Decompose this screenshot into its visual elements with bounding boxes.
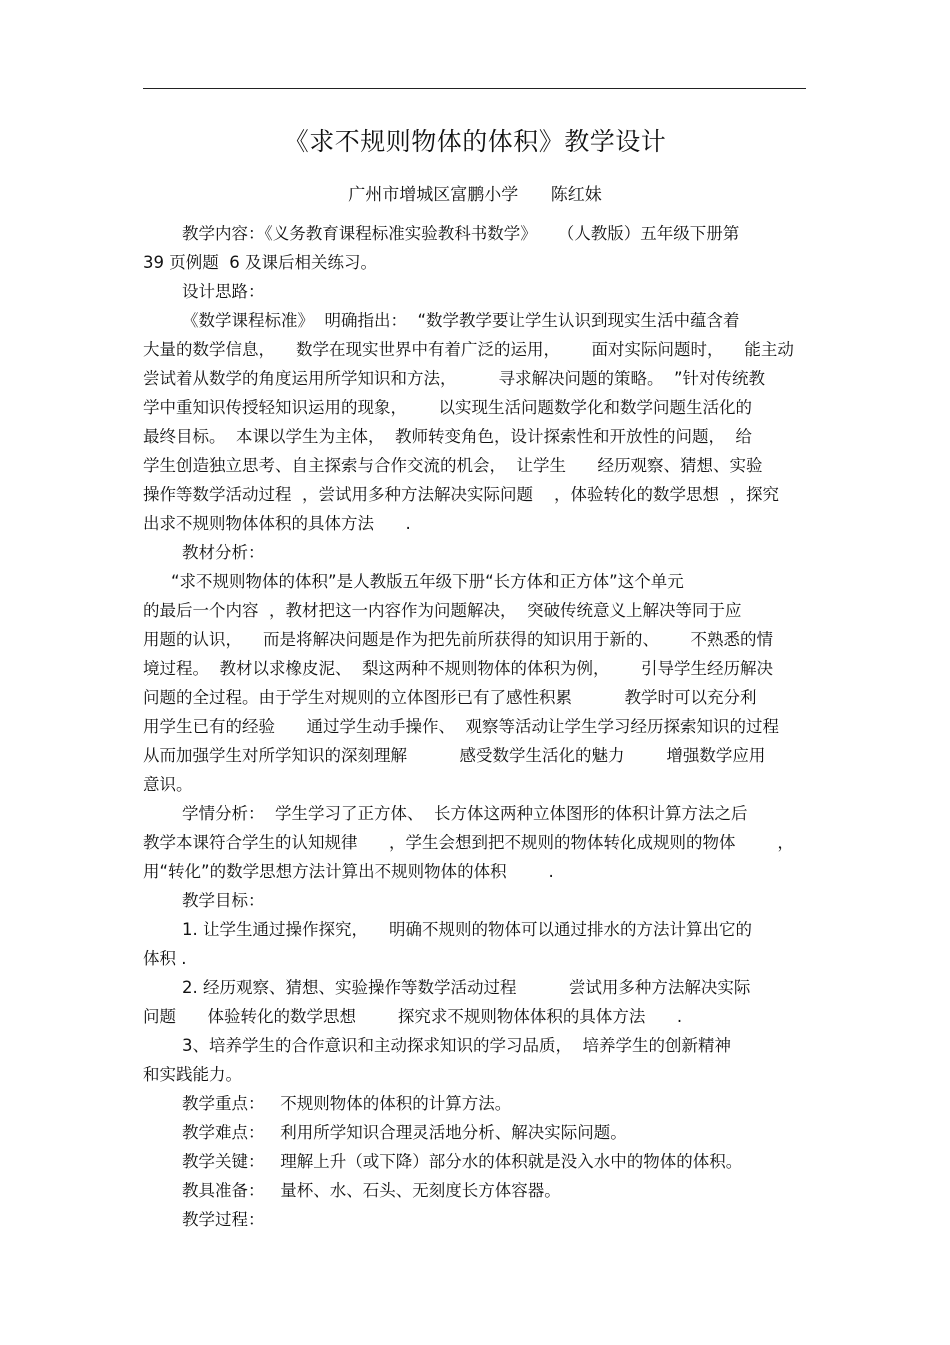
- text-line: 问题的全过程。由于学生对规则的立体图形已有了感性积累 教学时可以充分利: [143, 688, 757, 707]
- text-line: 教学内容：《义务教育课程标准实验教科书数学》 （人教版）五年级下册第: [182, 224, 740, 243]
- list-item: 2. 经历观察、猜想、实验操作等数学活动过程 尝试用多种方法解决实际: [182, 978, 751, 997]
- text-line: 教学关键： 理解上升（或下降）部分水的体积就是没入水中的物体的体积。: [182, 1152, 743, 1171]
- text-line: 教学本课符合学生的认知规律 ，学生会想到把不规则的物体转化成规则的物体 ，: [143, 833, 794, 852]
- text-line: 出求不规则物体体积的具体方法 .: [143, 514, 411, 533]
- text-line: 教学重点： 不规则物体的体积的计算方法。: [182, 1094, 512, 1113]
- document-body: [143, 219, 813, 1234]
- author-line: 广州市增城区富鹏小学 陈红妹: [348, 185, 602, 205]
- text-line: 最终目标。 本课以学生为主体， 教师转变角色，设计探索性和开放性的问题， 给: [143, 427, 752, 446]
- text-line: 问题 体验转化的数学思想 探究求不规则物体体积的具体方法 .: [143, 1007, 683, 1026]
- text-line: 用题的认识， 而是将解决问题是作为把先前所获得的知识用于新的、 不熟悉的情: [143, 630, 773, 649]
- text-line: 学生创造独立思考、自主探索与合作交流的机会， 让学生 经历观察、猜想、实验: [143, 456, 763, 475]
- text-line: 体积 .: [143, 949, 187, 968]
- text-line: 学中重知识传授轻知识运用的现象， 以实现生活问题数学化和数学问题生活化的: [143, 398, 752, 417]
- text-line: “求不规则物体的体积”是人教版五年级下册“长方体和正方体”这个单元: [171, 572, 684, 591]
- text-line: 学情分析： 学生学习了正方体、 长方体这两种立体图形的体积计算方法之后: [182, 804, 748, 823]
- text-line: 和实践能力。: [143, 1065, 242, 1084]
- text-line: 教具准备： 量杯、水、石头、无刻度长方体容器。: [182, 1181, 561, 1200]
- text-line: 《数学课程标准》 明确指出： “数学教学要让学生认识到现实生活中蕴含着: [182, 311, 740, 330]
- text-line: 从而加强学生对所学知识的深刻理解 感受数学生活化的魅力 增强数学应用: [143, 746, 766, 765]
- text-line: 用学生已有的经验 通过学生动手操作、 观察等活动让学生学习经历探索知识的过程: [143, 717, 779, 736]
- section-heading: 教学目标：: [182, 891, 265, 910]
- section-heading: 设计思路：: [182, 282, 265, 301]
- page-title: 《求不规则物体的体积》教学设计: [283, 127, 667, 156]
- text-line: 境过程。 教材以求橡皮泥、 梨这两种不规则物体的体积为例， 引导学生经历解决: [143, 659, 773, 678]
- text-line: 意识。: [143, 775, 193, 794]
- section-heading: 教学过程：: [182, 1210, 265, 1229]
- text-line: 大量的数学信息， 数学在现实世界中有着广泛的运用， 面对实际问题时， 能主动: [143, 340, 794, 359]
- text-line: 用“转化”的数学思想方法计算出不规则物体的体积 .: [143, 862, 554, 881]
- text-line: 的最后一个内容 ，教材把这一内容作为问题解决， 突破传统意义上解决等同于应: [143, 601, 742, 620]
- text-line: 尝试着从数学的角度运用所学知识和方法， 寻求解决问题的策略。 ”针对传统教: [143, 369, 765, 388]
- text-line: 39 页例题 6 及课后相关练习。: [143, 253, 377, 272]
- text-line: 教学难点： 利用所学知识合理灵活地分析、解决实际问题。: [182, 1123, 627, 1142]
- header-rule: [143, 88, 806, 89]
- text-line: 操作等数学活动过程 ，尝试用多种方法解决实际问题 ，体验转化的数学思想 ，探究: [143, 485, 779, 504]
- list-item: 1. 让学生通过操作探究， 明确不规则的物体可以通过排水的方法计算出它的: [182, 920, 752, 939]
- list-item: 3、培养学生的合作意识和主动探求知识的学习品质， 培养学生的创新精神: [182, 1036, 731, 1055]
- section-heading: 教材分析：: [182, 543, 265, 562]
